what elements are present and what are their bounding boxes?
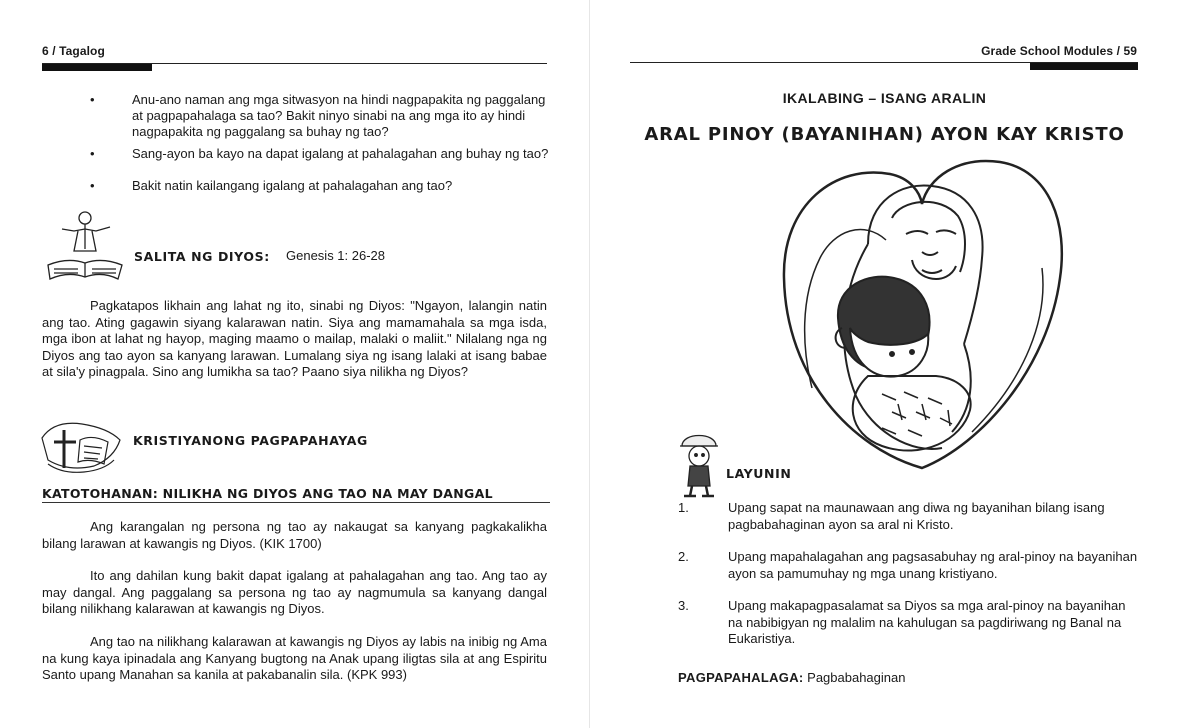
list-item <box>678 549 1143 582</box>
katotohanan-heading: KATOTOHANAN: NILIKHA NG DIYOS ANG TAO NA MAY DANGAL <box>42 486 493 501</box>
right-page-number: Grade School Modules / 59 <box>981 44 1137 58</box>
question-list <box>90 92 555 200</box>
question-text: Bakit natin kailangang igalang at pahalagahan ang tao? <box>132 178 453 193</box>
bullet-icon: • <box>90 92 95 107</box>
lesson-number: IKALABING – ISANG ARALIN <box>782 90 987 106</box>
cross-scroll-icon <box>34 416 130 476</box>
objective-number: 2. <box>678 549 689 564</box>
katotohanan-rule <box>42 502 550 503</box>
paragraph-1: Ang karangalan ng persona ng tao ay nakaugat sa kanyang pagkakalikha bilang larawan at kawangis ng Diyos. (KIK 1700) <box>42 519 547 551</box>
objective-number: 1. <box>678 500 689 515</box>
right-page <box>590 0 1179 728</box>
objective-text: Upang makapagpasalamat sa Diyos sa mga aral-pinoy na bayanihan na nabibigyan ng malalim na kahulugan sa pagdiriwang ng Banal na Eukaristiya. <box>728 598 1126 646</box>
question-text: Sang-ayon ba kayo na dapat igalang at pahalagahan ang buhay ng tao? <box>132 146 549 161</box>
objective-text: Upang mapahalagahan ang pagsasabuhay ng aral-pinoy na bayanihan ayon sa pamumuhay ng mga unang kristiyano. <box>728 549 1138 581</box>
bible-jesus-icon <box>38 205 128 285</box>
paragraph-3: Ang tao na nilikhang kalarawan at kawangis ng Diyos ay labis na inibig ng Ama na kung kaya ipinadala ang Kanyang bugtong na Anak upang iligtas sila at ang Espiritu Santo upang Manahan sa kanila at pakabanalin sila. (KPK 993) <box>42 634 547 682</box>
list-item <box>90 146 555 162</box>
pagpapahalaga-label: PAGPAPAHALAGA: <box>678 670 804 685</box>
lesson-title: ARAL PINOY (BAYANIHAN) AYON KAY KRISTO <box>644 124 1125 145</box>
jesus-embracing-child-illustration <box>772 148 1072 488</box>
paragraph-2: Ito ang dahilan kung bakit dapat igalang at pahalagahan ang tao. Ang tao ay may dangal. Ang paggalang sa persona ng tao ay nagmumula sa kanyang dangal bilang nilikhang kalarawan at kawangis ng Diyos. <box>42 568 547 616</box>
objectives-list <box>678 500 1143 664</box>
header-bar <box>42 64 152 71</box>
list-item <box>90 92 555 140</box>
kristiyanong-heading: KRISTIYANONG PAGPAPAHAYAG <box>133 433 368 448</box>
child-figure-icon <box>674 424 724 498</box>
bullet-icon: • <box>90 146 95 161</box>
objective-text: Upang sapat na maunawaan ang diwa ng bayanihan bilang isang pagbabahaginan ayon sa aral ni Kristo. <box>728 500 1105 532</box>
bullet-icon: • <box>90 178 95 193</box>
question-text: Anu-ano naman ang mga sitwasyon na hindi nagpapakita ng paggalang at pagpapahalaga sa tao? Bakit ninyo sinabi na ang mga ito ay hindi nagpapakita ng paggalang sa buhay ng tao? <box>132 92 546 139</box>
layunin-heading: LAYUNIN <box>726 466 792 481</box>
list-item <box>90 178 555 194</box>
list-item <box>678 598 1143 648</box>
objective-number: 3. <box>678 598 689 613</box>
list-item <box>678 500 1143 533</box>
header-bar <box>1030 63 1138 70</box>
pagpapahalaga-line <box>678 670 905 685</box>
salita-label: SALITA NG DIYOS: <box>134 249 270 264</box>
salita-reference: Genesis 1: 26-28 <box>286 248 386 263</box>
pagpapahalaga-value: Pagbabahaginan <box>807 670 906 685</box>
genesis-passage: Pagkatapos likhain ang lahat ng ito, sinabi ng Diyos: "Ngayon, lalangin natin ang tao. Ating gagawin siyang kalarawan natin. Siya ang mamamahala sa mga isda, mga ibon at lahat ng hayop, maging maamo o mailap, malaki o maliit." Nilalang nga ng Diyos ang tao ayon sa kanyang larawan. Lumalang siya ng isang lalaki at isang babae at sila'y pinagpala. Sino ang lumikha sa tao? Paano siya nilikha ng Diyos? <box>42 298 547 379</box>
left-page-number: 6 / Tagalog <box>42 44 105 58</box>
